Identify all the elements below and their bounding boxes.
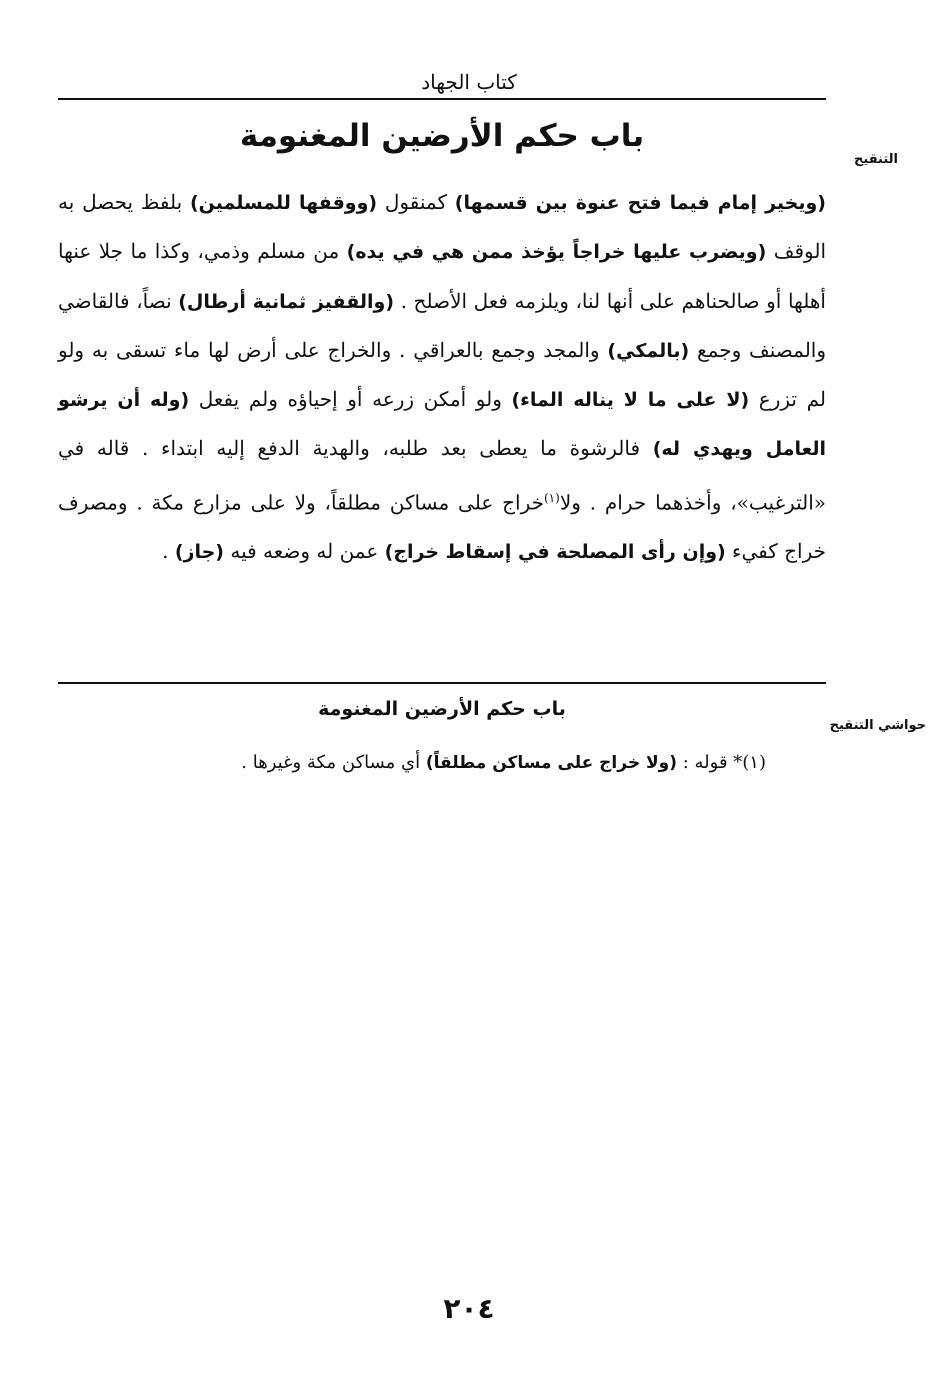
footnote-prefix: (١)* قوله : (677, 752, 766, 773)
bold-run: (ويخير إمام فيما فتح عنوة بين قسمها) (454, 192, 826, 214)
bold-run: (ويضرب عليها خراجاً يؤخذ ممن هي في يده) (346, 241, 767, 264)
text-run: . (162, 538, 175, 563)
text-run: عمن له وضعه فيه (224, 538, 385, 563)
text-run: ولو أمكن زرعه أو إحياؤه ولم يفعل (189, 387, 512, 412)
side-label-hawashi: حواشي التنقيح (829, 718, 926, 733)
main-text (58, 178, 826, 576)
footnote-text (58, 752, 766, 773)
footnote-rule (58, 682, 826, 684)
text-run: كمنقول (377, 190, 455, 214)
header-rule (58, 98, 826, 100)
text-run: والمجد وجمع بالعراقي . والخراج على أرض لها ماء تسقى به ولو لم تزرع (58, 337, 826, 412)
main-paragraph (58, 178, 826, 576)
footnote-gloss: أي مساكن مكة وغيرها . (241, 752, 426, 773)
text-run: بلفظ يحصل به الوقف (58, 190, 826, 264)
chapter-title: باب حكم الأرضين المغنومة (239, 118, 645, 154)
page-number: ٢٠٤ (443, 1292, 495, 1325)
bold-run: (والقفيز ثمانية أرطال) (178, 290, 395, 313)
text-run: نصاً، فالقاضي والمصنف وجمع (58, 288, 826, 362)
bold-run: (ووقفها للمسلمين) (189, 192, 378, 214)
footnote-quote: (ولا خراج على مساكن مطلقاً) (425, 753, 677, 773)
bold-run: (وإن رأى المصلحة في إسقاط خراج) (384, 540, 726, 563)
running-head: كتاب الجهاد (421, 70, 517, 94)
footnote-marker: (١) (543, 490, 560, 505)
bold-run: (وله أن يرشو العامل ويهدي له) (58, 389, 826, 461)
text-run: خراج على مساكن مطلقاً، ولا على مزارع مكة . ومصرف خراج كفيء (58, 490, 826, 563)
side-label-tanqih: التنقيح (854, 152, 898, 167)
bold-run: (جاز) (174, 540, 224, 563)
text-run: فالرشوة ما يعطى بعد طلبه، والهدية الدفع إليه ابتداء . قاله في «الترغيب»، وأخذهما حرام . ولا (58, 436, 826, 515)
footnote-title: باب حكم الأرضين المغنومة (318, 698, 566, 720)
text-run: من مسلم وذمي، وكذا ما جلا عنها أهلها أو صالحناهم على أنها لنا، ويلزمه فعل الأصلح . (58, 239, 826, 313)
bold-run: (بالمكي) (607, 339, 690, 362)
bold-run: (لا على ما لا يناله الماء) (511, 389, 750, 412)
